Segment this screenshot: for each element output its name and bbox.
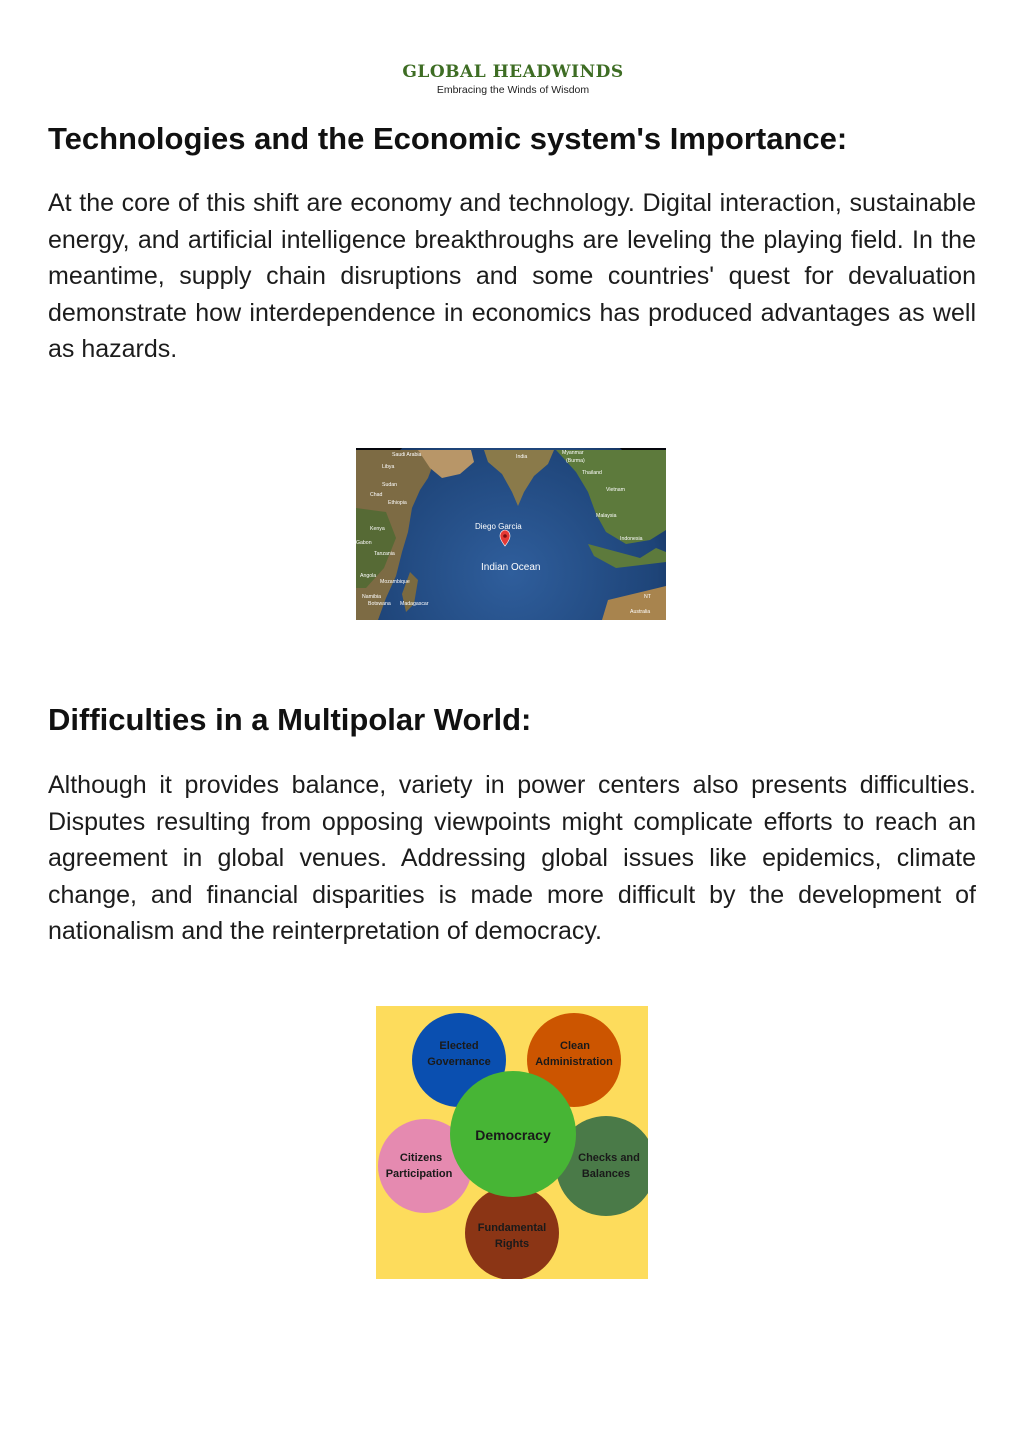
paragraph-difficulties: Although it provides balance, variety in power centers also presents difficulties. Disputes resulting from opposing viewpoints might complicate efforts to reach an agreement in global venues. Addressing global issues like epidemics, climate change, and financial disparities is made more difficult by the development of nationalism and the reinterpretation of democracy. [48, 771, 976, 946]
label-elected-1: Elected [439, 1040, 479, 1052]
map-label-angola: Angola [360, 573, 377, 579]
label-checks-1: Checks and [578, 1152, 640, 1164]
map-label-australia: Australia [630, 609, 651, 615]
map-label-botswana: Botswana [368, 601, 391, 607]
map-label-india: India [516, 454, 528, 460]
label-citizens-2: Participation [385, 1168, 453, 1180]
map-label-vietnam: Vietnam [606, 487, 625, 493]
map-label-nt: NT [644, 594, 651, 600]
paragraph-technologies: At the core of this shift are economy and technology. Digital interaction, sustainable energy, and artificial intelligence breakthroughs are leveling the playing field. In the meantime, supply chain disruptions and some countries' quest for devaluation demonstrate how interdependence in economics has produced advantages as well as hazards. [48, 189, 976, 364]
map-label-gabon: Gabon [356, 540, 372, 546]
logo-tagline: Embracing the Winds of Wisdom [436, 84, 590, 96]
map-label-indian-ocean: Indian Ocean [481, 562, 541, 573]
map-label-kenya: Kenya [370, 526, 385, 532]
map-label-mozambique: Mozambique [380, 579, 410, 585]
map-label-malaysia: Malaysia [596, 513, 617, 519]
map-label-sudan: Sudan [382, 482, 398, 488]
label-democracy: Democracy [475, 1127, 551, 1143]
democracy-diagram-image [376, 1006, 648, 1279]
logo-wordmark: GLOBAL HEADWINDS [402, 62, 624, 82]
map-label-myanmar2: (Burma) [566, 458, 585, 464]
label-checks-2: Balances [581, 1168, 631, 1180]
label-clean-2: Administration [535, 1056, 613, 1068]
label-rights-1: Fundamental [477, 1222, 547, 1234]
map-label-tanzania: Tanzania [374, 551, 395, 557]
label-elected-2: Governance [427, 1056, 491, 1068]
map-label-chad: Chad [370, 492, 383, 498]
map-label-indonesia: Indonesia [620, 536, 643, 542]
map-label-diego-garcia: Diego Garcia [475, 522, 522, 531]
map-label-myanmar1: Myanmar [562, 450, 584, 456]
logo [400, 62, 626, 100]
label-citizens-1: Citizens [399, 1152, 443, 1164]
heading-technologies: Technologies and the Economic system's Importance: [48, 121, 848, 156]
map-label-ethiopia: Ethiopia [388, 500, 407, 506]
map-label-saudi: Saudi Arabia [392, 452, 422, 458]
map-label-libya: Libya [382, 464, 395, 470]
indian-ocean-map-image [356, 448, 666, 620]
label-rights-2: Rights [494, 1238, 530, 1250]
label-clean-1: Clean [560, 1040, 590, 1052]
heading-difficulties: Difficulties in a Multipolar World: [48, 702, 532, 737]
map-label-madagascar: Madagascar [400, 601, 429, 607]
map-label-thailand: Thailand [582, 470, 602, 476]
map-label-namibia: Namibia [362, 594, 382, 600]
